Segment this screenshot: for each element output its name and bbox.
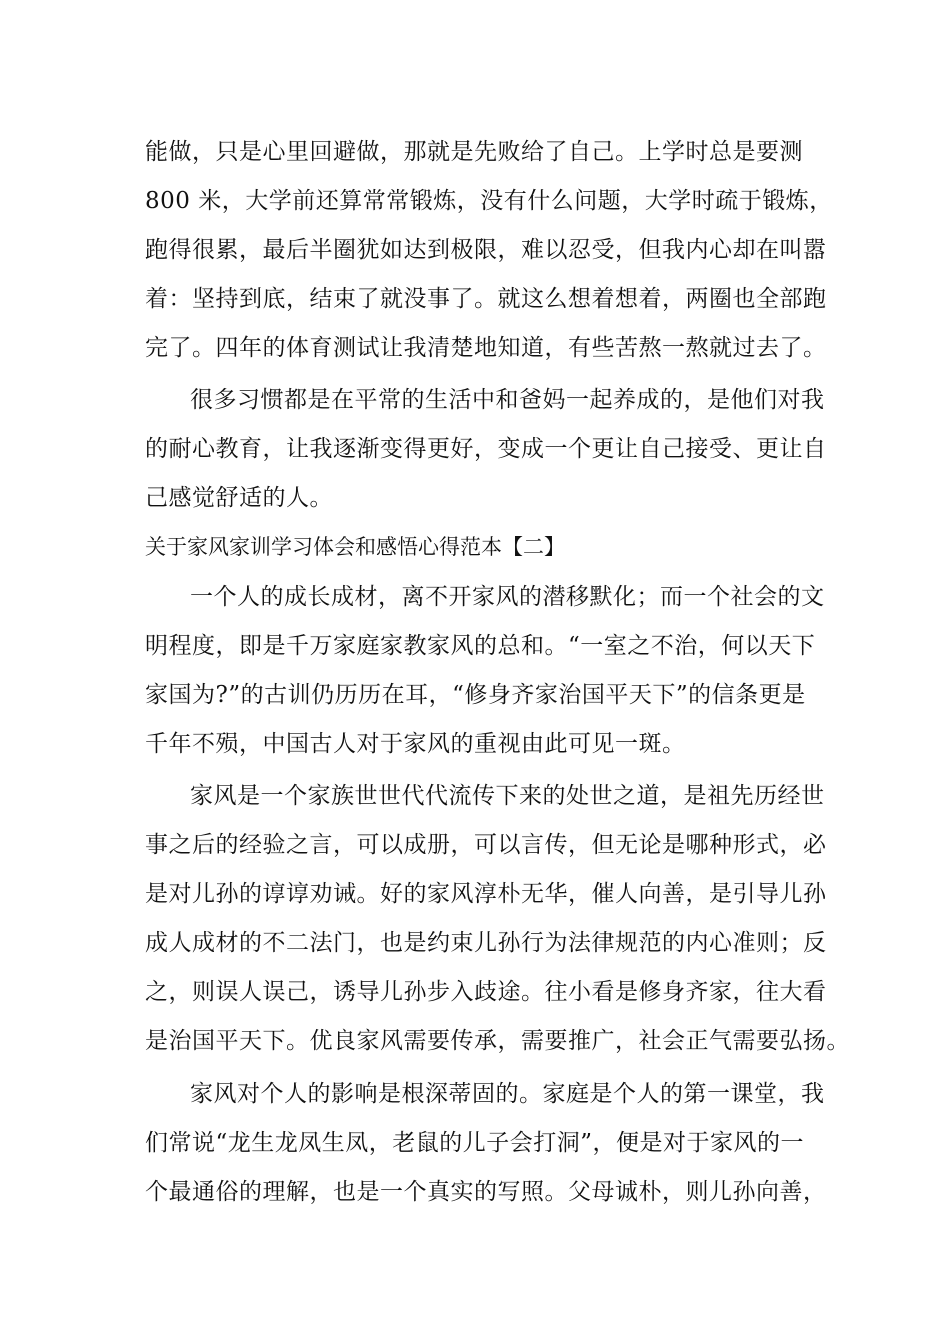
paragraph-5-line-2: 们常说“龙生龙凤生凤，老鼠的儿子会打洞”，便是对于家风的一	[145, 1130, 805, 1156]
paragraph-1-line-5: 完了。四年的体育测试让我清楚地知道，有些苦熬一熬就过去了。	[145, 335, 827, 361]
paragraph-1-line-3: 跑得很累，最后半圈犹如达到极限，难以忍受，但我内心却在叫嚣	[145, 237, 827, 263]
paragraph-4-line-3: 是对儿孙的谆谆劝诫。好的家风淳朴无华，催人向善，是引导儿孙	[145, 881, 827, 907]
paragraph-3-line-4: 千年不殒，中国古人对于家风的重视由此可见一斑。	[145, 731, 686, 757]
paragraph-4-line-1: 家风是一个家族世世代代流传下来的处世之道，是祖先历经世	[190, 783, 825, 809]
paragraph-2-line-2: 的耐心教育，让我逐渐变得更好，变成一个更让自己接受、更让自	[145, 436, 827, 462]
paragraph-1-line-2: 800 米，大学前还算常常锻炼，没有什么问题，大学时疏于锻炼，	[145, 188, 833, 214]
paragraph-4-line-5: 之，则误人误己，诱导儿孙步入歧途。往小看是修身齐家，往大看	[145, 979, 827, 1005]
paragraph-4-line-6: 是治国平天下。优良家风需要传承，需要推广，社会正气需要弘扬。	[145, 1028, 850, 1054]
paragraph-1-line-4: 着：坚持到底，结束了就没事了。就这么想着想着，两圈也全部跑	[145, 286, 827, 312]
paragraph-4-line-4: 成人成材的不二法门，也是约束儿孙行为法律规范的内心准则；反	[145, 930, 827, 956]
paragraph-2-line-3: 己感觉舒适的人。	[145, 485, 333, 511]
paragraph-3-line-2: 明程度，即是千万家庭家教家风的总和。“一室之不治，何以天下	[145, 633, 816, 659]
paragraph-4-line-2: 事之后的经验之言，可以成册，可以言传，但无论是哪种形式，必	[145, 832, 827, 858]
section-heading: 关于家风家训学习体会和感悟心得范本【二】	[145, 535, 565, 559]
paragraph-2-line-1: 很多习惯都是在平常的生活中和爸妈一起养成的，是他们对我	[190, 387, 825, 413]
paragraph-5-line-3: 个最通俗的理解，也是一个真实的写照。父母诚朴，则儿孙向善，	[145, 1179, 827, 1205]
paragraph-5-line-1: 家风对个人的影响是根深蒂固的。家庭是个人的第一课堂，我	[190, 1081, 825, 1107]
paragraph-1-line-1: 能做，只是心里回避做，那就是先败给了自己。上学时总是要测	[145, 139, 803, 165]
paragraph-3-line-3: 家国为?”的古训仍历历在耳，“修身齐家治国平天下”的信条更是	[145, 682, 806, 708]
paragraph-3-line-1: 一个人的成长成材，离不开家风的潜移默化；而一个社会的文	[190, 584, 825, 610]
